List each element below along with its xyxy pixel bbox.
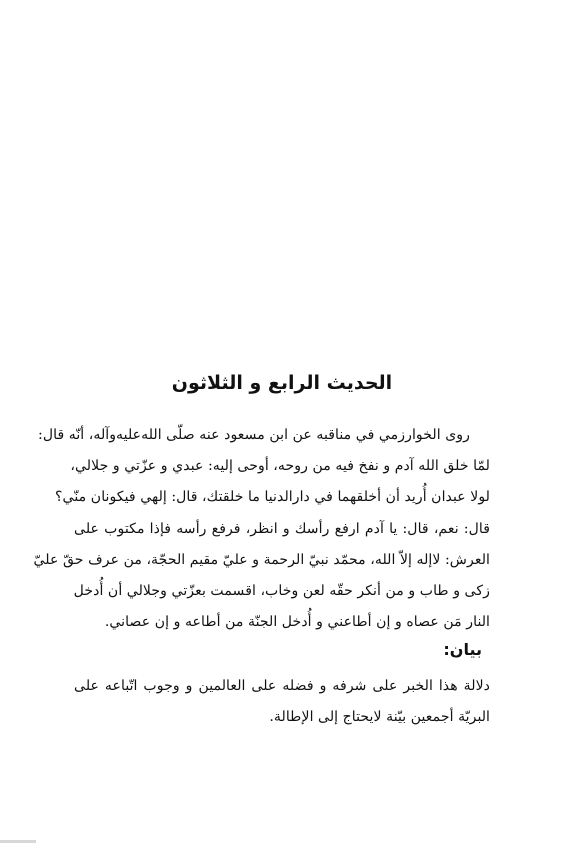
explanation-line: البريّة أجمعين بيّنة لايحتاج إلى الإطالة. [269,709,490,726]
hadith-line: روى الخوارزمي في مناقبه عن ابن مسعود عنه صلّى الله‌عليه‌وآله، أنّه قال: [38,427,470,443]
hadith-line: لمّا خلق الله آدم و نفخ فيه من روحه، أوحى إليه: عبدي و عزّتي و جلالي، [70,458,490,475]
hadith-line: قال: نعم، قال: يا آدم ارفع رأسك و انظر، فرفع رأسه فإذا مكتوب على [74,520,490,537]
hadith-title: الحديث الرابع و الثلاثون [171,372,393,394]
hadith-text [33,420,490,638]
hadith-line: العرش: لاإله إلاّ الله، محمّد نبيّ الرحمة و عليّ مقيم الحجّة، من عرف حقّ عليّ [33,551,490,568]
hadith-line: زكى و طاب و من أنكر حقّه لعن وخاب، اقسمت بعزّتي وجلالي أن أُدخل [73,582,490,599]
explanation-text [74,670,490,732]
explanation-heading: بيان: [443,640,482,659]
hadith-line: لولا عبدان أُريد أن أخلقهما في دارالدنيا ما خلقتك، قال: إلهي فيكونان منّي؟ [55,489,490,506]
explanation-line: دلالة هذا الخبر على شرفه و فضله على العالمين و وجوب اتّباعه على [74,678,490,694]
hadith-line: النار مَن عصاه و إن أطاعني و أُدخل الجنّة من أطاعه و إن عصاني. [104,614,490,631]
